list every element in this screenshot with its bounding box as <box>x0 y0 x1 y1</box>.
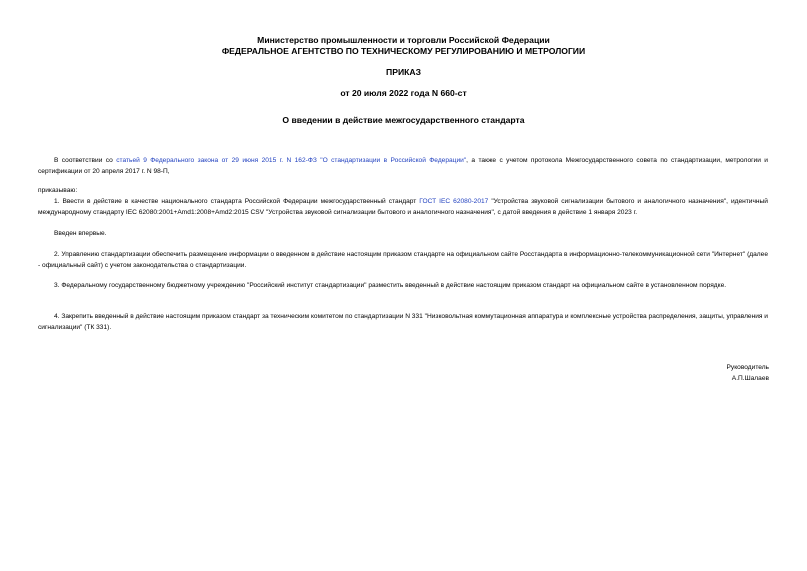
order-word: приказываю: <box>38 187 78 194</box>
paragraph-item-3: 3. Федеральному государственному бюджетному учреждению "Российский институт стандартизации" разместить введенный в действие настоящим приказом стандарт на официальном сайте в установленном порядке. <box>54 282 727 289</box>
gost-standard-link[interactable]: ГОСТ IEC 62080-2017 <box>419 198 489 205</box>
signatory-position: Руководитель <box>726 364 769 371</box>
item-1-text-end: "Устройства звуковой сигнализации бытового и аналогичного назначения", идентичный международному стандарту IEC 62080:2001+Amd1:2008+Amd2:2015 CSV "Устройства звуковой сигнализации бытового и аналогичного назначения", с датой введения в действие 1 января 2023 г. <box>38 198 768 216</box>
signatory-name: А.П.Шалаев <box>731 375 769 382</box>
agency-name: ФЕДЕРАЛЬНОЕ АГЕНТСТВО ПО ТЕХНИЧЕСКОМУ РЕГУЛИРОВАНИЮ И МЕТРОЛОГИИ <box>221 46 586 56</box>
preamble-text-end: , а также с учетом протокола Межгосударственного совета по стандартизации, метрологии и сертификации от 20 апреля 2017 г. N 98-П, <box>38 157 768 175</box>
paragraph-preamble <box>38 155 768 177</box>
document-date-number: от 20 июля 2022 года N 660-ст <box>340 88 467 98</box>
item-1-text-start: 1. Ввести в действие в качестве национального стандарта Российской Федерации межгосударственный стандарт <box>54 198 420 205</box>
paragraph-item-2: 2. Управлению стандартизации обеспечить размещение информации о введенном в действие настоящим приказом стандарте на официальном сайте Росстандарта в информационно-телекоммуникационной сети "Интернет" (далее - официальный сайт) с учетом законодательства о стандартизации. <box>38 251 768 269</box>
paragraph-item-1 <box>38 196 768 218</box>
preamble-text-start: В соответствии со <box>54 157 117 164</box>
document-title: О введении в действие межгосударственного стандарта <box>282 115 525 125</box>
document-type: ПРИКАЗ <box>386 67 421 77</box>
federal-law-link[interactable]: статьей 9 Федерального закона от 29 июня 2015 г. N 162-ФЗ "О стандартизации в Российской Федерации" <box>116 157 467 164</box>
ministry-name: Министерство промышленности и торговли Российской Федерации <box>257 35 550 45</box>
paragraph-introduced-first: Введен впервые. <box>54 230 107 237</box>
paragraph-item-4: 4. Закрепить введенный в действие настоящим приказом стандарт за техническим комитетом по стандартизации N 331 "Низковольтная коммутационная аппаратура и комплексные устройства распределения, защиты, управления и сигнализации" (ТК 331). <box>38 313 768 331</box>
